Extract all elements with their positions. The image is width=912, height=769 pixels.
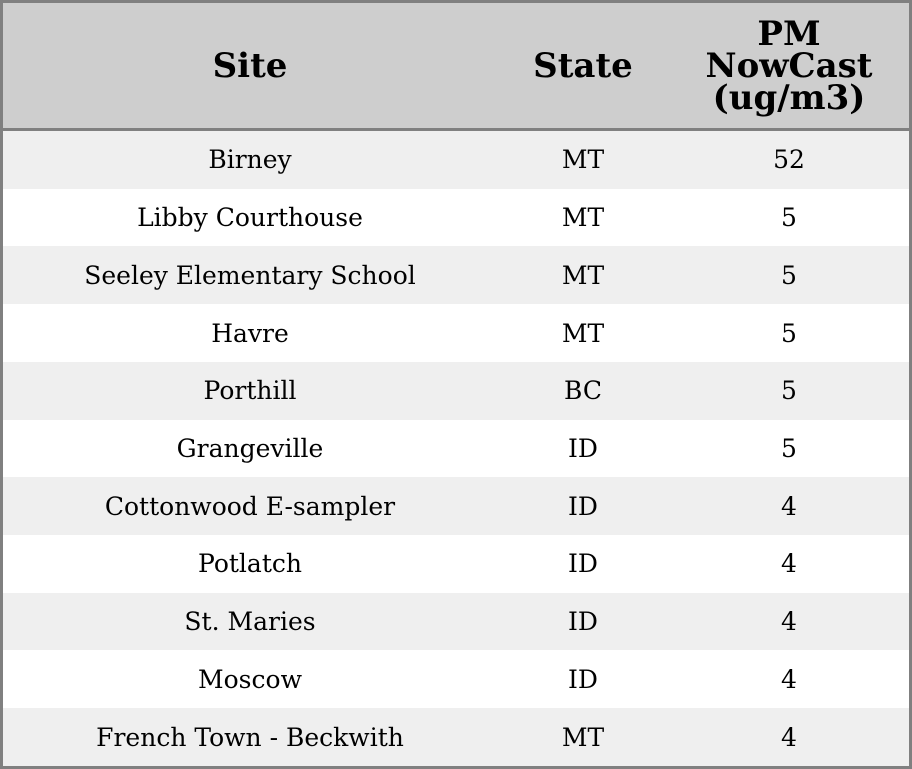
header-row xyxy=(3,3,909,130)
table-row xyxy=(3,650,909,708)
cell-state: MT xyxy=(497,304,669,362)
cell-pm: 4 xyxy=(669,535,909,593)
cell-pm: 5 xyxy=(669,246,909,304)
table-header xyxy=(3,3,909,130)
cell-site: Potlatch xyxy=(3,535,497,593)
cell-state: ID xyxy=(497,535,669,593)
cell-pm: 4 xyxy=(669,593,909,651)
cell-pm: 4 xyxy=(669,477,909,535)
cell-site: Birney xyxy=(3,130,497,189)
cell-site: Porthill xyxy=(3,362,497,420)
cell-state: ID xyxy=(497,477,669,535)
table-row xyxy=(3,304,909,362)
cell-state: ID xyxy=(497,420,669,478)
cell-site: Cottonwood E-sampler xyxy=(3,477,497,535)
table-row xyxy=(3,130,909,189)
table-row xyxy=(3,246,909,304)
cell-pm: 5 xyxy=(669,304,909,362)
column-header-state: State xyxy=(497,3,669,130)
table-row xyxy=(3,593,909,651)
table-row xyxy=(3,362,909,420)
cell-site: French Town - Beckwith xyxy=(3,708,497,766)
column-header-pm-nowcast: PM NowCast (ug/m3) xyxy=(669,3,909,130)
cell-site: Grangeville xyxy=(3,420,497,478)
table-body xyxy=(3,130,909,767)
cell-state: MT xyxy=(497,708,669,766)
table-row xyxy=(3,189,909,247)
table-row xyxy=(3,708,909,766)
table-row xyxy=(3,535,909,593)
table-row xyxy=(3,420,909,478)
cell-state: ID xyxy=(497,650,669,708)
data-table xyxy=(3,3,909,766)
cell-pm: 4 xyxy=(669,708,909,766)
cell-site: Libby Courthouse xyxy=(3,189,497,247)
cell-state: MT xyxy=(497,189,669,247)
cell-pm: 4 xyxy=(669,650,909,708)
cell-site: Moscow xyxy=(3,650,497,708)
cell-site: Seeley Elementary School xyxy=(3,246,497,304)
cell-state: ID xyxy=(497,593,669,651)
cell-pm: 5 xyxy=(669,420,909,478)
column-header-site: Site xyxy=(3,3,497,130)
table-row xyxy=(3,477,909,535)
cell-state: BC xyxy=(497,362,669,420)
cell-pm: 5 xyxy=(669,189,909,247)
cell-pm: 52 xyxy=(669,130,909,189)
cell-site: Havre xyxy=(3,304,497,362)
cell-state: MT xyxy=(497,130,669,189)
cell-state: MT xyxy=(497,246,669,304)
cell-site: St. Maries xyxy=(3,593,497,651)
cell-pm: 5 xyxy=(669,362,909,420)
